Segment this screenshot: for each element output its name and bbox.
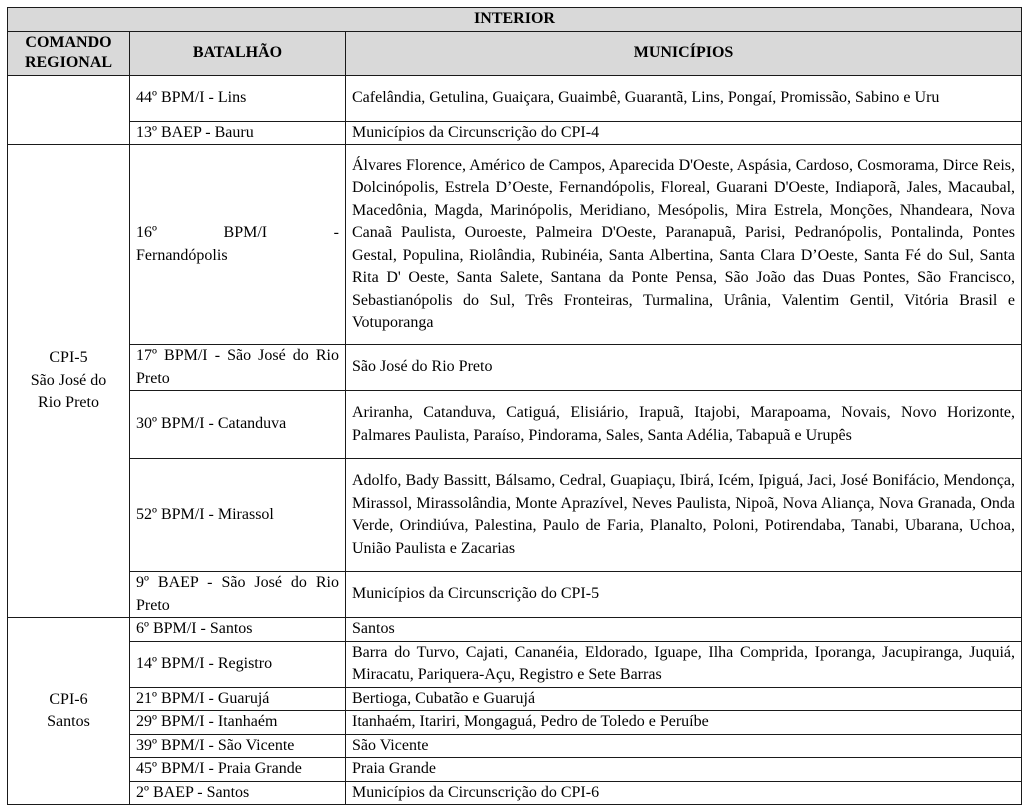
batalhao-line — [136, 222, 339, 245]
table-row — [8, 758, 1022, 782]
header-municipios: MUNICÍPIOS — [346, 31, 1022, 75]
table-title: INTERIOR — [8, 8, 1022, 32]
table-row — [8, 459, 1022, 572]
comando-cell-cpi5 — [8, 145, 130, 618]
batalhao-cell: 44º BPM/I - Lins — [130, 75, 346, 121]
municipios-cell: Santos — [346, 618, 1022, 642]
header-row — [8, 31, 1022, 75]
batalhao-part: BPM/I — [223, 224, 268, 241]
municipios-cell: Cafelândia, Getulina, Guaiçara, Guaimbê, Guarantã, Lins, Pongaí, Promissão, Sabino e Uru — [346, 75, 1022, 121]
batalhao-cell: 9º BAEP - São José do Rio Preto — [130, 572, 346, 618]
batalhao-cell: 17º BPM/I - São José do Rio Preto — [130, 345, 346, 391]
table-row — [8, 121, 1022, 145]
municipios-cell: Praia Grande — [346, 758, 1022, 782]
municipios-cell: Municípios da Circunscrição do CPI-5 — [346, 572, 1022, 618]
comando-cell — [8, 75, 130, 145]
municipios-cell: Ariranha, Catanduva, Catiguá, Elisiário, Irapuã, Itajobi, Marapoama, Novais, Novo Horizonte, Palmares Paulista, Paraíso, Pindorama, Sales, Santa Adélia, Tabapuã e Urupês — [346, 391, 1022, 459]
batalhao-cell: 30º BPM/I - Catanduva — [130, 391, 346, 459]
comando-line: CPI-5 — [49, 349, 88, 367]
municipios-cell: Bertioga, Cubatão e Guarujá — [346, 687, 1022, 711]
table-row — [8, 618, 1022, 642]
comando-line: CPI-6 — [49, 690, 88, 708]
header-comando-text: COMANDO REGIONAL — [24, 34, 113, 71]
batalhao-cell: 52º BPM/I - Mirassol — [130, 459, 346, 572]
table-row — [8, 572, 1022, 618]
batalhao-cell: 2º BAEP - Santos — [130, 781, 346, 805]
municipios-cell: Adolfo, Bady Bassitt, Bálsamo, Cedral, Guapiaçu, Ibirá, Icém, Ipiguá, Jaci, José Bonifácio, Mendonça, Mirassol, Mirassolândia, Monte Aprazível, Neves Paulista, Nipoã, Nova Aliança, Nova Granada, Onda Verde, Orindiúva, Palestina, Paulo de Faria, Planalto, Poloni, Potirendaba, Tanabi, Ubarana, Uchoa, União Paulista e Zacarias — [346, 459, 1022, 572]
table-row — [8, 145, 1022, 345]
batalhao-cell: 29º BPM/I - Itanhaém — [130, 711, 346, 735]
title-row — [8, 8, 1022, 32]
municipios-cell: Itanhaém, Itariri, Mongaguá, Pedro de Toledo e Peruíbe — [346, 711, 1022, 735]
comando-cell-cpi6 — [8, 618, 130, 805]
municipios-cell: São José do Rio Preto — [346, 345, 1022, 391]
municipios-cell: Barra do Turvo, Cajati, Cananéia, Eldorado, Iguape, Ilha Comprida, Iporanga, Jacupiranga, Juquiá, Miracatu, Pariquera-Açu, Registro e Sete Barras — [346, 641, 1022, 687]
municipios-cell: Álvares Florence, Américo de Campos, Aparecida D'Oeste, Aspásia, Cardoso, Cosmorama, Dirce Reis, Dolcinópolis, Estrela D’Oeste, Fernandópolis, Floreal, Guarani D'Oeste, Indiaporã, Jales, Macaubal, Macedônia, Magda, Marinópolis, Meridiano, Mesópolis, Mira Estrela, Monções, Nhandeara, Nova Canaã Paulista, Ouroeste, Palmeira D'Oeste, Paranapuã, Parisi, Pedranópolis, Pontalinda, Pontes Gestal, Populina, Riolândia, Rubinéia, Santa Albertina, Santa Clara D’Oeste, Santa Fé do Sul, Santa Rita D' Oeste, Santa Salete, Santana da Ponte Pensa, São João das Duas Pontes, São Francisco, Sebastianópolis do Sul, Três Fronteiras, Turmalina, Urânia, Valentim Gentil, Vitória Brasil e Votuporanga — [346, 145, 1022, 345]
table-row — [8, 75, 1022, 121]
municipios-cell: Municípios da Circunscrição do CPI-6 — [346, 781, 1022, 805]
batalhao-part: 16º — [136, 224, 157, 241]
comando-line: Santos — [47, 713, 90, 730]
batalhao-part: Fernandópolis — [136, 246, 228, 264]
header-batalhao: BATALHÃO — [130, 31, 346, 75]
batalhao-cell: 14º BPM/I - Registro — [130, 641, 346, 687]
table-row — [8, 781, 1022, 805]
comando-line: São José do — [30, 371, 107, 389]
batalhao-cell: 45º BPM/I - Praia Grande — [130, 758, 346, 782]
table-row — [8, 687, 1022, 711]
table-row — [8, 734, 1022, 758]
batalhao-cell — [130, 145, 346, 345]
header-comando-regional — [8, 31, 130, 75]
municipios-cell: São Vicente — [346, 734, 1022, 758]
batalhao-part: - — [333, 224, 339, 241]
batalhao-cell: 21º BPM/I - Guarujá — [130, 687, 346, 711]
table-row — [8, 391, 1022, 459]
municipios-cell: Municípios da Circunscrição do CPI-4 — [346, 121, 1022, 145]
batalhao-cell: 39º BPM/I - São Vicente — [130, 734, 346, 758]
interior-table — [7, 7, 1022, 805]
comando-line: Rio Preto — [38, 394, 99, 412]
table-row — [8, 345, 1022, 391]
batalhao-cell: 13º BAEP - Bauru — [130, 121, 346, 145]
table-row — [8, 641, 1022, 687]
batalhao-cell: 6º BPM/I - Santos — [130, 618, 346, 642]
table-row — [8, 711, 1022, 735]
